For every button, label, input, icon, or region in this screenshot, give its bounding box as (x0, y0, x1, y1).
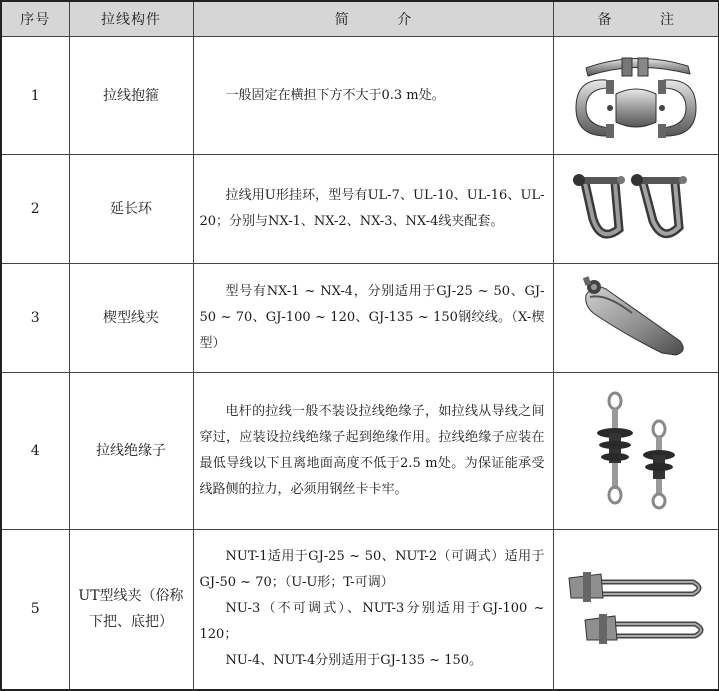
row-index: 5 (1, 530, 69, 690)
header-index: 序号 (1, 1, 69, 37)
remark-cell (553, 155, 719, 264)
row-index: 2 (1, 155, 69, 264)
header-description: 简 介 (193, 1, 553, 37)
header-remarks: 备 注 (553, 1, 719, 37)
row-index: 3 (1, 264, 69, 373)
description-paragraph: 电杆的拉线一般不装设拉线绝缘子，如拉线从导线之间穿过，应装设拉线绝缘子起到绝缘作用。拉线绝缘子应装在最低导线以下且离地面高度不低于2.5 m处。为保证能承受线路侧的拉力，必须用钢丝卡卡牢。 (199, 404, 545, 497)
row-description (193, 530, 553, 690)
row-index: 4 (1, 373, 69, 530)
row-description (193, 373, 553, 530)
remark-cell (553, 373, 719, 530)
table-row (1, 373, 719, 530)
remark-cell (553, 530, 719, 690)
table-row (1, 37, 719, 155)
row-description (193, 155, 553, 264)
row-component: UT型线夹（俗称下把、底把） (69, 530, 193, 690)
guy-insulator-photo (581, 391, 691, 511)
ut-type-clamp-photo (561, 564, 711, 654)
table-row (1, 264, 719, 373)
description-paragraph: NU-3（不可调式）、NUT-3分别适用于GJ-100 ~ 120； (199, 601, 545, 643)
row-description (193, 37, 553, 155)
description-paragraph: NU-4、NUT-4分别适用于GJ-135 ~ 150。 (225, 653, 483, 669)
remark-cell (553, 264, 719, 373)
table-row (1, 155, 719, 264)
row-description (193, 264, 553, 373)
guy-wire-hoop-clamp-photo (566, 48, 706, 144)
remark-cell (553, 37, 719, 155)
description-paragraph: NUT-1适用于GJ-25 ~ 50、NUT-2（可调式）适用于GJ-50 ~ 70；（U-U形；T-可调） (199, 549, 545, 591)
description-paragraph: 型号有NX-1 ~ NX-4，分别适用于GJ-25 ~ 50、GJ-50 ~ 70、GJ-100 ~ 120、GJ-135 ~ 150钢绞线。（X-楔型） (199, 284, 545, 351)
row-index: 1 (1, 37, 69, 155)
table-row (1, 530, 719, 690)
header-component: 拉线构件 (69, 1, 193, 37)
row-component: 拉线绝缘子 (69, 373, 193, 530)
row-component: 拉线抱箍 (69, 37, 193, 155)
description-paragraph: 一般固定在横担下方不大于0.3 m处。 (225, 87, 445, 103)
wedge-clamp-photo (576, 273, 696, 363)
row-component: 楔型线夹 (69, 264, 193, 373)
row-component: 延长环 (69, 155, 193, 264)
u-shaped-shackle-photo (571, 169, 701, 249)
header-row (1, 1, 719, 37)
description-paragraph: 拉线用U形挂环，型号有UL-7、UL-10、UL-16、UL-20；分别与NX-1、NX-2、NX-3、NX-4线夹配套。 (199, 188, 545, 229)
